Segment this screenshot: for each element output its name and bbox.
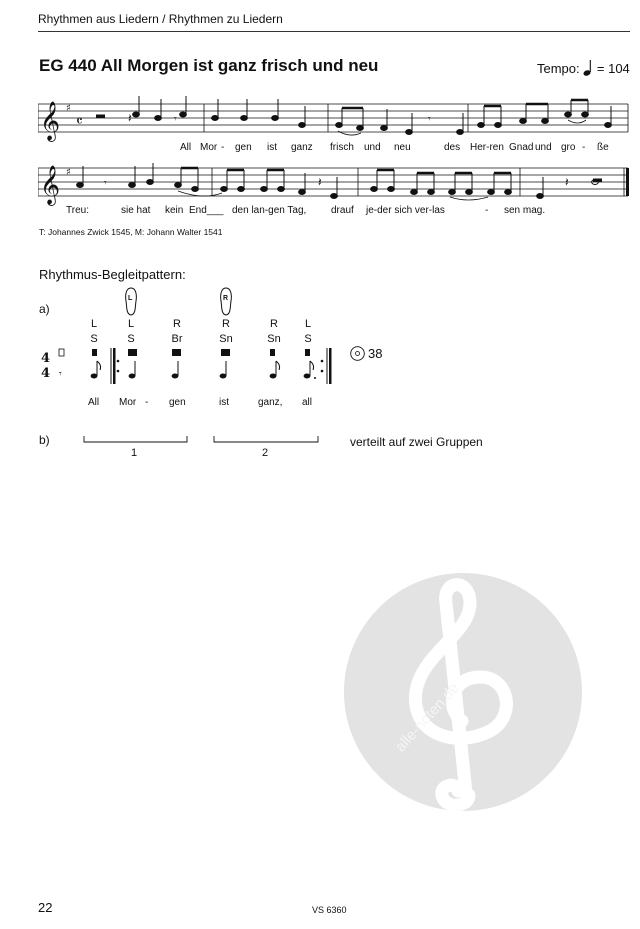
pattern-lyric: All [88, 397, 100, 408]
group-brackets [82, 435, 322, 447]
hand-marker: R [173, 318, 181, 330]
lyric-syllable: je-der sich ver-las [366, 205, 445, 216]
svg-text:L: L [128, 295, 133, 302]
running-head: Rhythmen aus Liedern / Rhythmen zu Liedern [38, 12, 283, 26]
lyric-syllable: sie hat [121, 205, 151, 216]
common-time-icon: 𝄴 [76, 112, 83, 130]
groups-note: verteilt auf zwei Gruppen [350, 435, 483, 449]
catalog-number: VS 6360 [312, 905, 347, 915]
lyric-syllable: Mor [200, 142, 218, 153]
lyric-syllable: ganz [291, 142, 313, 153]
tempo-label: Tempo: [537, 61, 580, 76]
right-foot-icon [219, 287, 233, 317]
sound-marker: S [304, 333, 312, 345]
rhythm-pattern-notation [38, 344, 338, 388]
hand-marker: L [304, 318, 312, 330]
pattern-a-label: a) [39, 302, 50, 316]
hand-marker: L [90, 318, 98, 330]
quarter-note-icon [583, 60, 593, 76]
sharp-icon: ♯ [66, 167, 71, 178]
sound-marker: Br [171, 333, 183, 345]
svg-text:𝄽: 𝄽 [318, 175, 322, 189]
lyric-syllable: und [535, 142, 552, 153]
lyric-syllable: End___ [189, 205, 224, 216]
svg-text:𝄾: 𝄾 [59, 369, 62, 380]
watermark-circle [344, 573, 582, 811]
tempo-value: = 104 [596, 61, 630, 76]
sound-marker: Sn [219, 333, 233, 345]
song-credits: T: Johannes Zwick 1545, M: Johann Walter 1541 [39, 227, 223, 237]
sharp-icon: ♯ [66, 103, 71, 114]
lyric-syllable: kein [165, 205, 184, 216]
lyric-syllable: - [582, 142, 586, 153]
pattern-lyric: all [302, 397, 313, 408]
pattern-lyric: ist [219, 397, 229, 408]
lyric-syllable: des [444, 142, 461, 153]
lyric-syllable: ße [597, 142, 609, 153]
svg-text:𝄾: 𝄾 [174, 114, 177, 125]
pattern-lyric: gen [169, 397, 186, 408]
pattern-b-label: b) [39, 433, 50, 447]
lyric-line-1 [0, 142, 640, 156]
song-title: EG 440 All Morgen ist ganz frisch und neu [39, 56, 379, 75]
tempo-marking [537, 60, 630, 76]
sound-marker: S [90, 333, 98, 345]
svg-text:𝄾: 𝄾 [428, 114, 431, 125]
lyric-syllable: Gnad [509, 142, 534, 153]
svg-text:𝄾: 𝄾 [104, 178, 107, 189]
lyric-syllable: ist [267, 142, 277, 153]
cd-icon [350, 346, 365, 361]
svg-text:𝄽: 𝄽 [128, 111, 132, 125]
lyric-syllable: - [221, 142, 225, 153]
lyric-syllable: neu [394, 142, 411, 153]
sound-marker: Sn [267, 333, 281, 345]
pattern-lyric: ganz, [258, 397, 283, 408]
pattern-lyric: - [145, 397, 149, 408]
svg-text:4: 4 [41, 351, 51, 366]
staff-line-2 [38, 160, 630, 210]
pattern-lyric: Mor [119, 397, 137, 408]
svg-text:R: R [223, 295, 229, 302]
lyric-syllable: sen mag. [504, 205, 546, 216]
lyric-syllable: - [485, 205, 489, 216]
watermark-text: alle-noten.de [392, 679, 463, 756]
lyric-syllable: Treu: [66, 205, 89, 216]
staff-line-1 [38, 96, 630, 146]
group-2-label: 2 [262, 447, 269, 459]
header-rule [38, 31, 630, 32]
section-title: Rhythmus-Begleitpattern: [39, 267, 186, 282]
lyric-syllable: gro [561, 142, 576, 153]
lyric-syllable: gen [235, 142, 252, 153]
hand-marker: R [270, 318, 278, 330]
page-number: 22 [38, 900, 53, 915]
cd-track-number: 38 [368, 346, 383, 361]
lyric-syllable: frisch [330, 142, 354, 153]
lyric-syllable: den lan-gen Tag, [232, 205, 307, 216]
svg-text:4: 4 [41, 366, 51, 381]
lyric-syllable: drauf [331, 205, 354, 216]
hand-marker: R [222, 318, 230, 330]
lyric-line-2 [0, 205, 640, 219]
svg-text:𝄽: 𝄽 [565, 175, 569, 189]
left-foot-icon [124, 287, 138, 317]
treble-clef-icon: 𝄞 [40, 101, 61, 141]
group-1-label: 1 [131, 447, 138, 459]
lyric-syllable: Her-ren [470, 142, 504, 153]
hand-marker: L [127, 318, 135, 330]
treble-clef-icon: 𝄞 [40, 165, 61, 205]
lyric-syllable: All [180, 142, 192, 153]
sound-marker: S [127, 333, 135, 345]
lyric-syllable: und [364, 142, 381, 153]
treble-clef-watermark-icon [344, 573, 582, 811]
